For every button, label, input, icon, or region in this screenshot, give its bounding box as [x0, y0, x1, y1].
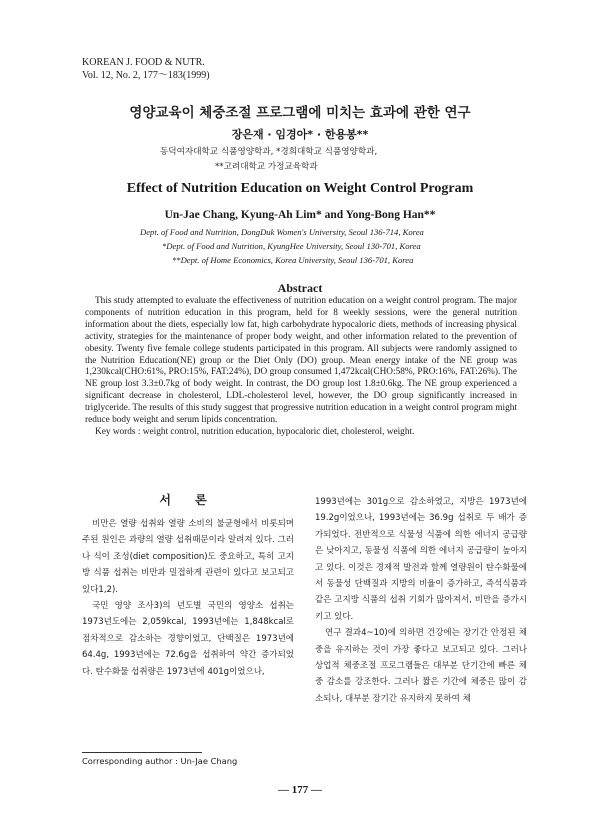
journal-volume: Vol. 12, No. 2, 177～183(1999)	[82, 70, 210, 81]
english-affiliation-2: *Dept. of Food and Nutrition, KyungHee University, Seoul 130-701, Korea	[162, 241, 421, 251]
korean-affiliation-2: **고려대학교 가정교육학과	[215, 162, 318, 172]
english-affiliation-1: Dept. of Food and Nutrition, DongDuk Women's University, Seoul 136-714, Korea	[140, 227, 424, 237]
korean-authors: 장은재 · 임경아* · 한용봉**	[231, 128, 369, 141]
paragraph: 1993년에는 301g으로 감소하였고, 지방은 1973년에 19.2g이었으나, 1993년에는 36.9g 섭취로 두 배가 증가되었다. 전반적으로 식물성 식품에 의한 에너지 공급량은 낮아지고, 동물성 식품에 의한 에너지 공급량이 높아지고 있다. 이것은 경제적 발전과 함께 열량원이 탄수화물에서 동물성 단백질과 지방의 비율이 증가하고, 즉석식품과 같은 고지방 식품의 섭취 기회가 많아져서, 비만을 증가시키고 있다.	[315, 497, 527, 622]
english-title: Effect of Nutrition Education on Weight Control Program	[126, 181, 474, 196]
section-heading-introduction: 서 론	[159, 493, 217, 507]
footnote-divider	[82, 752, 202, 753]
english-affiliation-3: **Dept. of Home Economics, Korea University, Seoul 136-701, Korea	[172, 255, 414, 265]
abstract-body	[85, 296, 517, 439]
paragraph: 연구 결과4~10)에 의하면 건강에는 장기간 안정된 체중을 유지하는 것이 가장 좋다고 보고되고 있다. 그러나 상업적 체중조절 프로그램들은 대부분 단기간에 빠른 체중 감소를 강조한다. 그러나 짧은 기간에 체중은 많이 감소되나, 대부분 장기간 유지하지 못하여 체	[315, 628, 527, 704]
keywords: Key words : weight control, nutrition education, hypocaloric diet, cholesterol, weight.	[95, 426, 415, 437]
paragraph: 비만은 열량 섭취와 열량 소비의 불균형에서 비롯되며 주된 원인은 과량의 열량 섭취때문이라 알려져 있다. 그러나 식이 조성(diet composition)도 중요하고, 특히 고지방 식품 섭취는 비만과 밀접하게 관련이 있다고 보고되고 있다1,2).	[82, 519, 294, 595]
korean-title: 영양교육이 체중조절 프로그램에 미치는 효과에 관한 연구	[129, 105, 471, 121]
journal-citation	[82, 56, 210, 82]
english-authors: Un-Jae Chang, Kyung-Ah Lim* and Yong-Bong Han**	[164, 209, 436, 221]
abstract-text: This study attempted to evaluate the effectiveness of nutrition education on a weight control program. The major components of nutrition education in this program, held for 8 weekly sessions, were the general nutrition information about the diets, especially low fat, high carbohydrate hypocaloric diets, methods of increasing physical activity, strategies for the maintenance of proper body weight, and other information related to the prevention of obesity. Twenty five female college students participated in this program. All subjects were randomly assigned to the Nutrition Education(NE) group or the Diet Only (DO) group. Mean energy intake of the NE group was 1,230kcal(CHO:61%, PRO:15%, FAT:24%), DO group consumed 1,472kcal(CHO:58%, PRO:16%, FAT:26%). The NE group lost 3.3±0.7kg of body weight. In contrast, the DO group lost 1.8±0.6kg. The NE group experienced a significant decrease in cholesterol, LDL-cholesterol level, however, the DO group significantly increased in triglyceride. The results of this study suggest that progressive nutrition education in a weight control program might reduce body weight and serum lipids concentration.	[85, 296, 517, 426]
corresponding-author: Corresponding author : Un-Jae Chang	[82, 756, 238, 766]
korean-affiliation-1: 동덕여자대학교 식품영양학과, *경희대학교 식품영양학과,	[160, 147, 378, 157]
right-column	[315, 494, 527, 707]
abstract-heading: Abstract	[277, 281, 323, 295]
paragraph: 국민 영양 조사3)의 년도별 국민의 영양소 섭취는 1973년도에는 2,059kcal, 1993년에는 1,848kcal로 점차적으로 감소하는 경향이었고, 단백질은 1973년에 64.4g, 1993년에는 72.6g을 섭취하여 약간 증가되었다. 탄수화물 섭취량은 1973년에 401g이었으나,	[82, 601, 294, 677]
page-number: — 177 —	[278, 784, 322, 796]
journal-name: KOREAN J. FOOD & NUTR.	[82, 57, 205, 68]
left-column	[82, 490, 294, 680]
